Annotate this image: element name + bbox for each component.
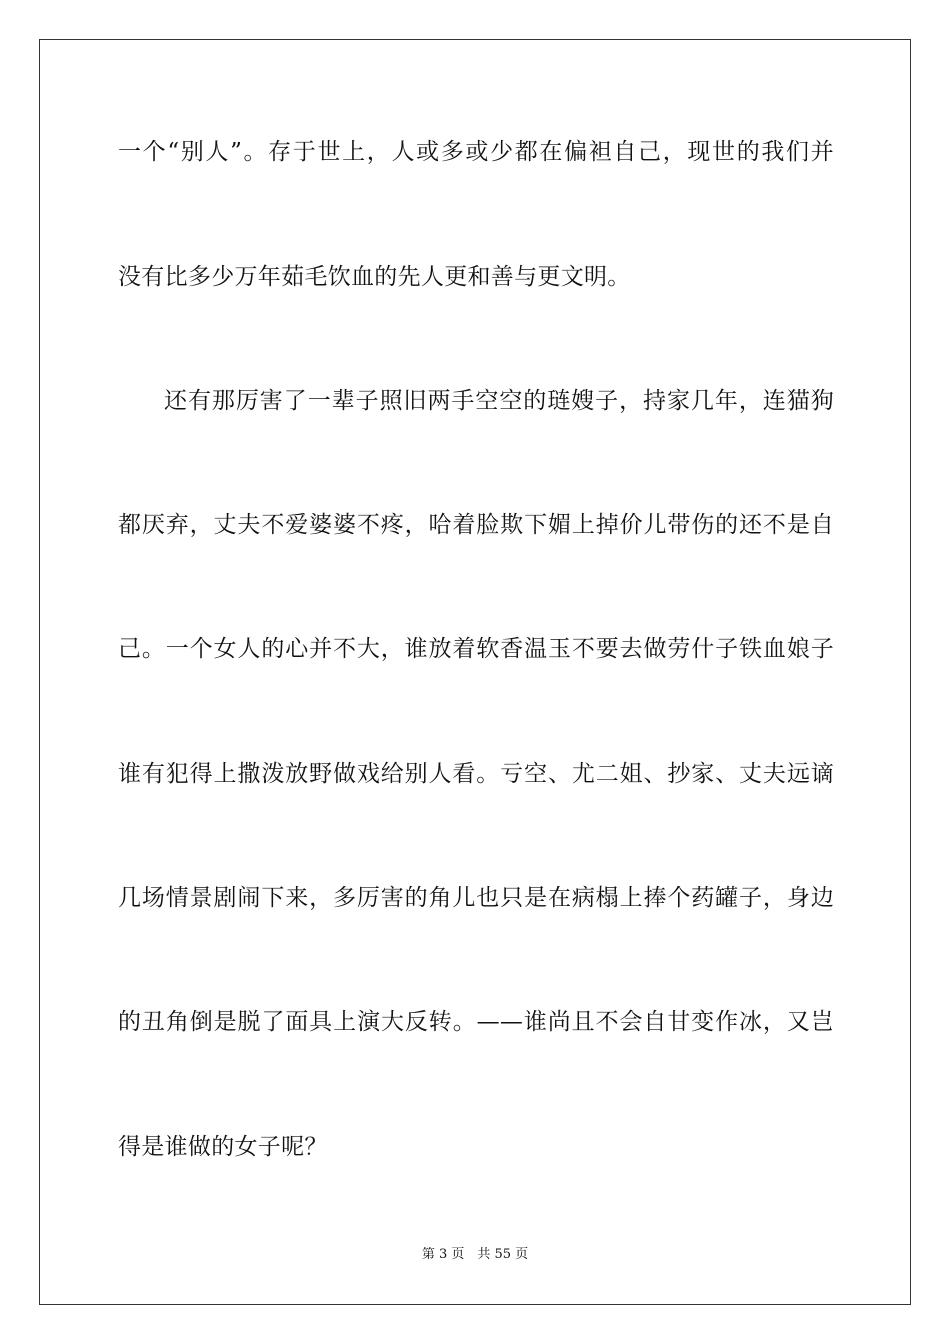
page-footer: 第 3 页 共 55 页 — [421, 1247, 529, 1262]
paragraph-line: 还有那厉害了一辈子照旧两手空空的琏嫂子，持家几年，连猫狗 — [164, 388, 834, 414]
page-border — [39, 39, 911, 1305]
paragraph-line: 得是谁做的女子呢？ — [118, 1134, 328, 1160]
paragraph-line: 谁有犯得上撒泼放野做戏给别人看。亏空、尤二姐、抄家、丈夫远谪 — [118, 761, 834, 787]
paragraph-line: 的丑角倒是脱了面具上演大反转。——谁尚且不会自甘变作冰，又岂 — [118, 1009, 834, 1035]
paragraph-line: 没有比多少万年茹毛饮血的先人更和善与更文明。 — [118, 264, 631, 290]
paragraph-line: 己。一个女人的心并不大，谁放着软香温玉不要去做劳什子铁血娘子 — [118, 636, 834, 662]
paragraph-line: 一个“别人”。存于世上，人或多或少都在偏袒自己，现世的我们并 — [118, 139, 834, 165]
paragraph-line: 都厌弃，丈夫不爱婆婆不疼，哈着脸欺下媚上掉价儿带伤的还不是自 — [118, 512, 834, 538]
paragraph-line: 几场情景剧闹下来，多厉害的角儿也只是在病榻上捧个药罐子，身边 — [118, 885, 834, 911]
